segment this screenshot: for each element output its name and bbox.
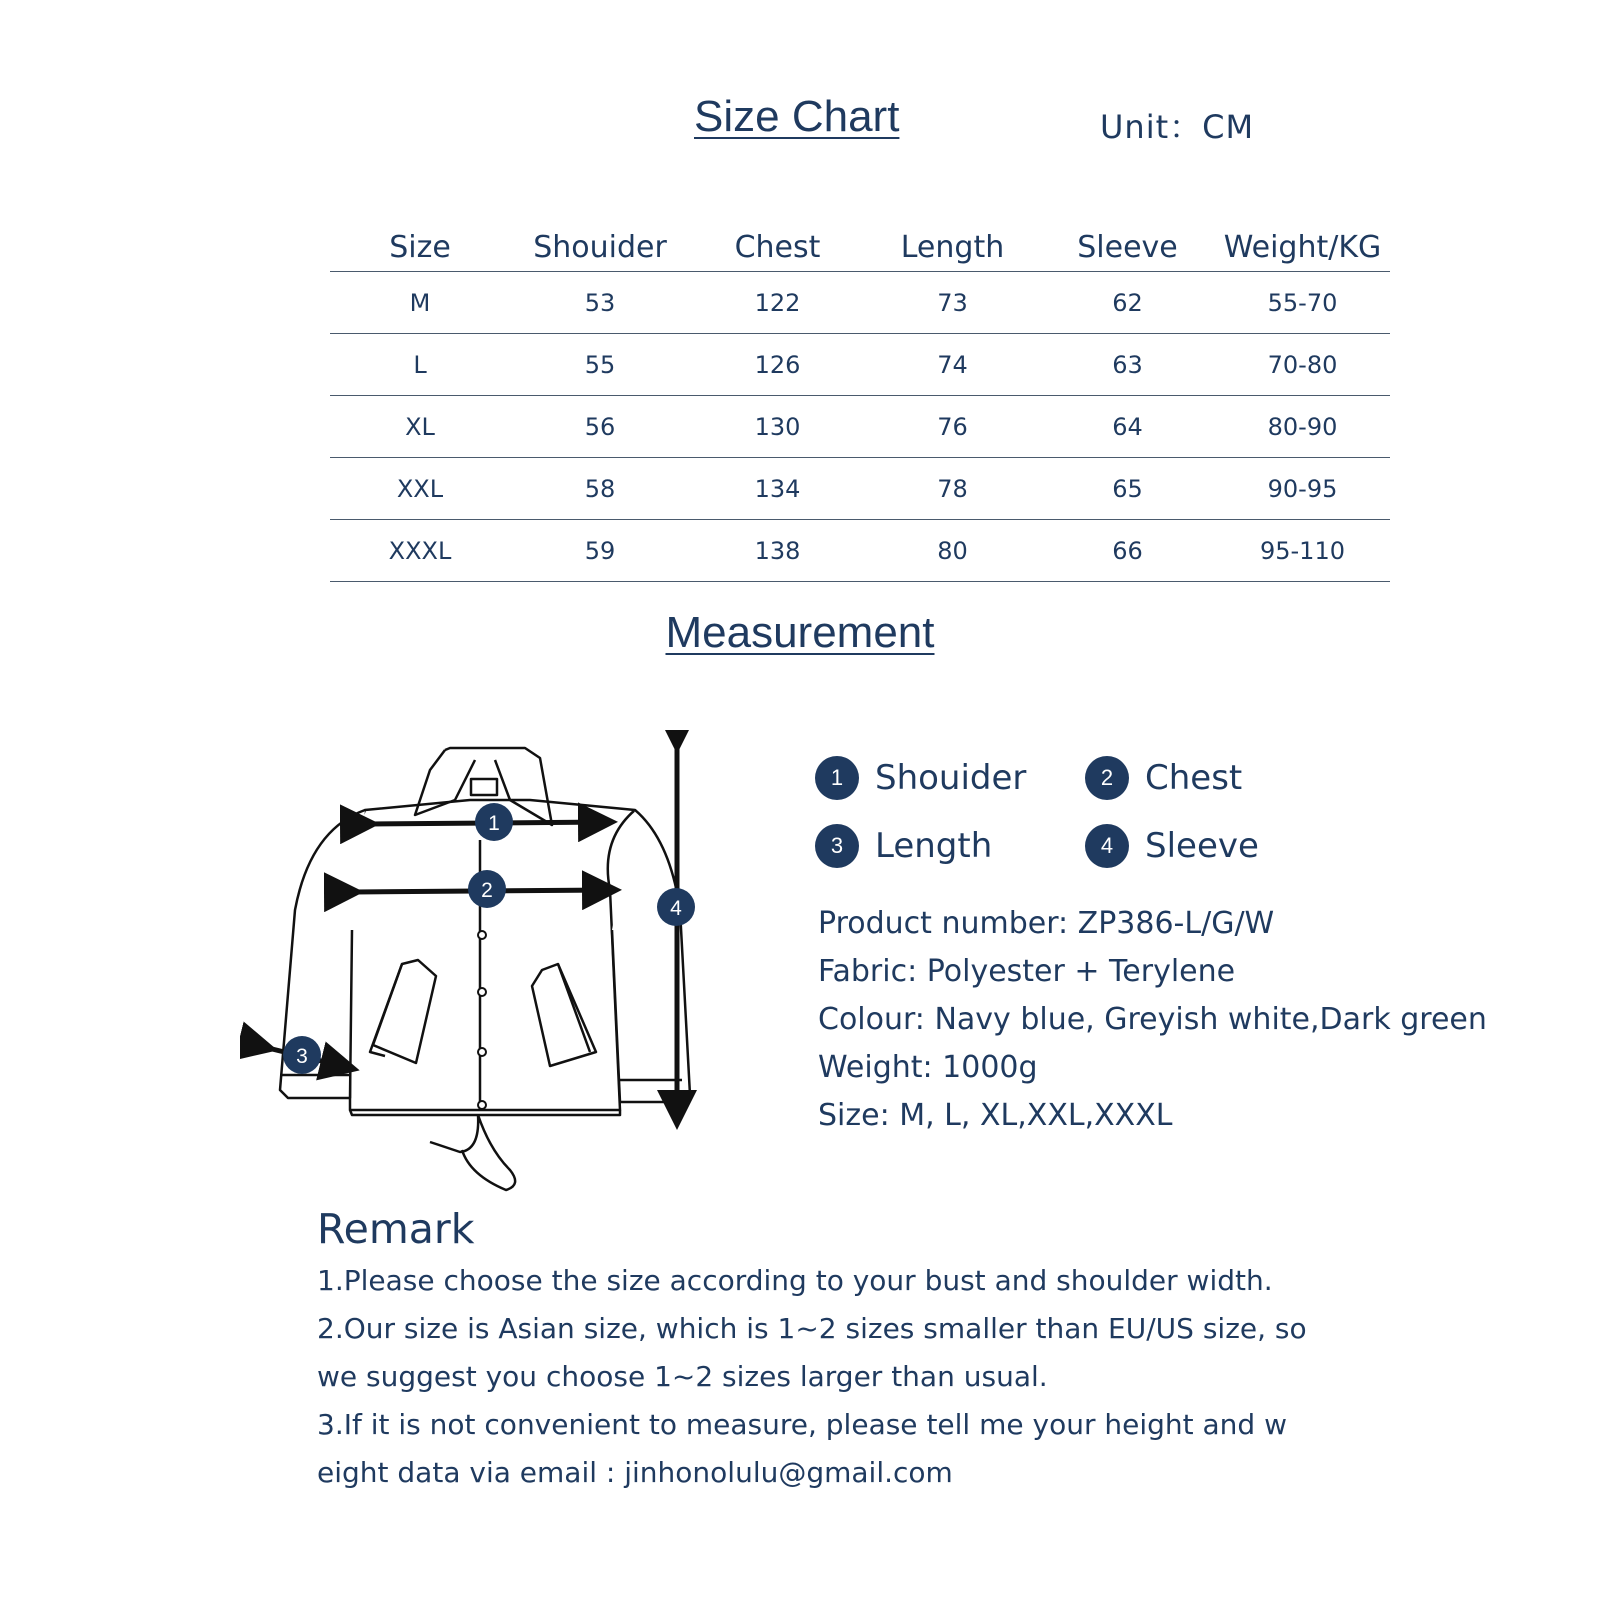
table-cell: 56 (584, 412, 616, 441)
remark-line: 3.If it is not convenient to measure, please tell me your height and w (317, 1408, 1287, 1441)
table-cell: XXL (396, 474, 444, 503)
table-cell: 58 (584, 474, 616, 503)
product-weight: Weight: 1000g (818, 1050, 1038, 1085)
column-header: Length (900, 230, 1005, 265)
table-cell: 126 (754, 350, 801, 379)
remark-line: 1.Please choose the size according to your bust and shoulder width. (317, 1264, 1273, 1297)
legend-item-chest (1085, 756, 1242, 800)
table-cell: 64 (1112, 412, 1143, 441)
size-chart-title: Size Chart (694, 92, 900, 141)
number-badge: 1 (815, 756, 859, 800)
table-cell: XXXL (388, 536, 452, 565)
table-cell: 134 (754, 474, 801, 503)
product-sizes: Size: M, L, XL,XXL,XXXL (818, 1098, 1173, 1133)
number-badge: 3 (815, 824, 859, 868)
column-header: Size (389, 230, 451, 265)
table-cell: 138 (754, 536, 801, 565)
number-badge: 4 (1085, 824, 1129, 868)
legend-item-length (815, 824, 992, 868)
table-cell: 130 (754, 412, 801, 441)
table-row (330, 396, 1390, 458)
remark-line: 2.Our size is Asian size, which is 1~2 sizes smaller than EU/US size, so (317, 1312, 1307, 1345)
column-header: Chest (734, 230, 821, 265)
table-cell: L (413, 350, 427, 379)
table-cell: 62 (1112, 288, 1143, 317)
table-cell: 59 (584, 536, 616, 565)
table-cell: 122 (754, 288, 801, 317)
table-cell: 70-80 (1267, 350, 1338, 379)
table-row (330, 272, 1390, 334)
legend-label: Sleeve (1145, 826, 1259, 866)
size-table (330, 215, 1390, 582)
remark-section (317, 1205, 1367, 1497)
table-row (330, 458, 1390, 520)
jacket-diagram (240, 730, 720, 1210)
table-cell: 95-110 (1259, 536, 1345, 565)
table-cell: 53 (584, 288, 616, 317)
number-badge: 2 (1085, 756, 1129, 800)
table-cell: M (409, 288, 431, 317)
remark-line: we suggest you choose 1~2 sizes larger than usual. (317, 1360, 1048, 1393)
table-cell: 55-70 (1267, 288, 1338, 317)
column-header: Shouider (533, 230, 667, 265)
table-cell: 80-90 (1267, 412, 1338, 441)
marker-2-label: 2 (481, 879, 493, 902)
product-colour: Colour: Navy blue, Greyish white,Dark green (818, 1002, 1487, 1037)
product-fabric: Fabric: Polyester + Terylene (818, 954, 1236, 989)
marker-3-label: 3 (296, 1045, 308, 1068)
column-header: Sleeve (1077, 230, 1178, 265)
legend-item-shoulder (815, 756, 1026, 800)
remark-line: eight data via email : jinhonolulu@gmail.com (317, 1456, 953, 1489)
column-header: Weight/KG (1223, 230, 1382, 265)
table-header-row (330, 215, 1390, 272)
legend-label: Length (875, 826, 993, 866)
table-row (330, 520, 1390, 582)
table-cell: 76 (937, 412, 968, 441)
table-cell: 73 (937, 288, 968, 317)
table-cell: 74 (937, 350, 968, 379)
marker-1-label: 1 (488, 812, 500, 835)
legend-item-sleeve (1085, 824, 1259, 868)
table-cell: 63 (1112, 350, 1143, 379)
measurement-title: Measurement (665, 608, 935, 657)
table-cell: 55 (584, 350, 616, 379)
remark-title: Remark (317, 1205, 475, 1253)
table-cell: XL (405, 412, 435, 441)
table-cell: 80 (937, 536, 968, 565)
table-row (330, 334, 1390, 396)
legend-label: Shouider (875, 758, 1027, 798)
table-cell: 90-95 (1267, 474, 1338, 503)
legend-label: Chest (1145, 758, 1243, 798)
unit-label: Unit：CM (1100, 108, 1255, 146)
table-cell: 66 (1112, 536, 1143, 565)
table-cell: 65 (1112, 474, 1143, 503)
table-cell: 78 (937, 474, 968, 503)
product-number: Product number: ZP386-L/G/W (818, 906, 1275, 941)
product-specs (818, 900, 1487, 1140)
marker-4-label: 4 (670, 897, 682, 920)
